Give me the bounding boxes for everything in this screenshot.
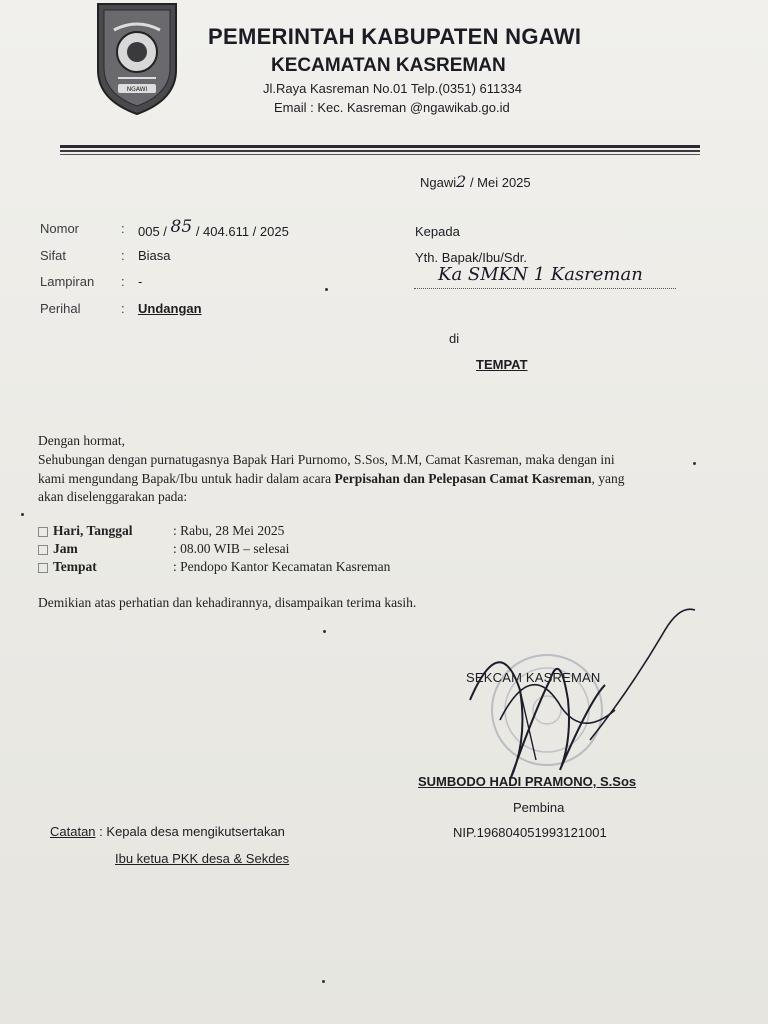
detail-value: : 08.00 WIB – selesai — [173, 541, 290, 556]
date-suffix: / Mei 2025 — [469, 175, 531, 190]
header-district: KECAMATAN KASREMAN — [271, 55, 506, 76]
note-line-1 — [50, 824, 285, 839]
signatory-rank: Pembina — [513, 800, 565, 815]
nomor-label: Nomor — [40, 221, 80, 236]
closing-sentence: Demikian atas perhatian dan kehadirannya, disampaikan terima kasih. — [38, 595, 417, 610]
sifat-value: Biasa — [138, 248, 171, 263]
nomor-prefix: 005 / — [138, 224, 167, 239]
perihal-colon: : — [121, 301, 125, 316]
note-line-2: Ibu ketua PKK desa & Sekdes — [115, 851, 290, 866]
header-rule-thin — [60, 154, 700, 155]
header-address: Jl.Raya Kasreman No.01 Telp.(0351) 611334 — [263, 81, 522, 96]
body-line-2-end: , yang — [591, 471, 625, 486]
date-prefix: Ngawi — [420, 175, 457, 190]
detail-label: Tempat — [53, 559, 97, 574]
recipient-di: di — [449, 331, 460, 346]
nomor-colon: : — [121, 221, 125, 236]
scan-speck — [325, 288, 328, 291]
recipient-kepada: Kepada — [415, 224, 460, 239]
header-rule-thick — [60, 145, 700, 148]
lampiran-value: - — [138, 274, 143, 289]
nomor-handwritten: 85 — [170, 217, 193, 237]
scan-speck — [693, 462, 696, 465]
detail-row-place — [38, 559, 97, 575]
body-line-3: akan diselenggarakan pada: — [38, 489, 188, 504]
detail-value: : Rabu, 28 Mei 2025 — [173, 523, 285, 538]
signatory-title: SEKCAM KASREMAN — [466, 670, 601, 685]
detail-label: Jam — [53, 541, 78, 556]
nomor-value — [138, 217, 289, 241]
scan-speck — [21, 513, 24, 516]
perihal-label: Perihal — [40, 301, 81, 316]
header-government: PEMERINTAH KABUPATEN NGAWI — [208, 24, 582, 49]
bullet-box-icon — [38, 545, 48, 555]
letter-date — [420, 172, 531, 191]
event-name: Perpisahan dan Pelepasan Camat Kasreman — [334, 471, 592, 486]
perihal-value: Undangan — [138, 301, 202, 316]
note-label: Catatan — [50, 824, 96, 839]
header-email: Email : Kec. Kasreman @ngawikab.go.id — [274, 100, 510, 115]
bullet-box-icon — [38, 563, 48, 573]
recipient-tempat: TEMPAT — [476, 357, 528, 372]
date-day-handwritten: 2 — [456, 172, 467, 191]
sifat-label: Sifat — [40, 248, 67, 263]
bullet-box-icon — [38, 527, 48, 537]
body-line-2 — [38, 471, 625, 487]
sifat-colon: : — [121, 248, 125, 263]
signatory-nip: NIP.196804051993121001 — [453, 825, 607, 840]
detail-label: Hari, Tanggal — [53, 523, 133, 538]
greeting: Dengan hormat, — [38, 433, 125, 448]
body-line-1: Sehubungan dengan purnatugasnya Bapak Hari Purnomo, S.Sos, M.M, Camat Kasreman, maka dengan ini — [38, 452, 615, 467]
note-text-1: : Kepala desa mengikutsertakan — [99, 824, 285, 839]
handwritten-signature-icon — [440, 590, 700, 790]
scan-speck — [322, 980, 325, 983]
body-line-2-start: kami mengundang Bapak/Ibu untuk hadir dalam acara — [38, 471, 335, 486]
lampiran-colon: : — [121, 274, 125, 289]
detail-value: : Pendopo Kantor Kecamatan Kasreman — [173, 559, 391, 574]
scan-speck — [323, 630, 326, 633]
recipient-name-handwritten: Ka SMKN 1 Kasreman — [438, 264, 643, 285]
logo-text: NGAWI — [126, 86, 148, 93]
nomor-suffix: / 404.611 / 2025 — [195, 224, 289, 239]
lampiran-label: Lampiran — [40, 274, 95, 289]
signatory-name: SUMBODO HADI PRAMONO, S.Sos — [418, 774, 637, 789]
regency-emblem-logo — [94, 0, 180, 118]
detail-row-time — [38, 541, 78, 557]
recipient-dotted-line — [414, 288, 676, 289]
detail-row-date — [38, 523, 133, 539]
recipient-salutation: Yth. Bapak/Ibu/Sdr. — [415, 250, 528, 265]
header-rule-middle — [60, 150, 700, 152]
